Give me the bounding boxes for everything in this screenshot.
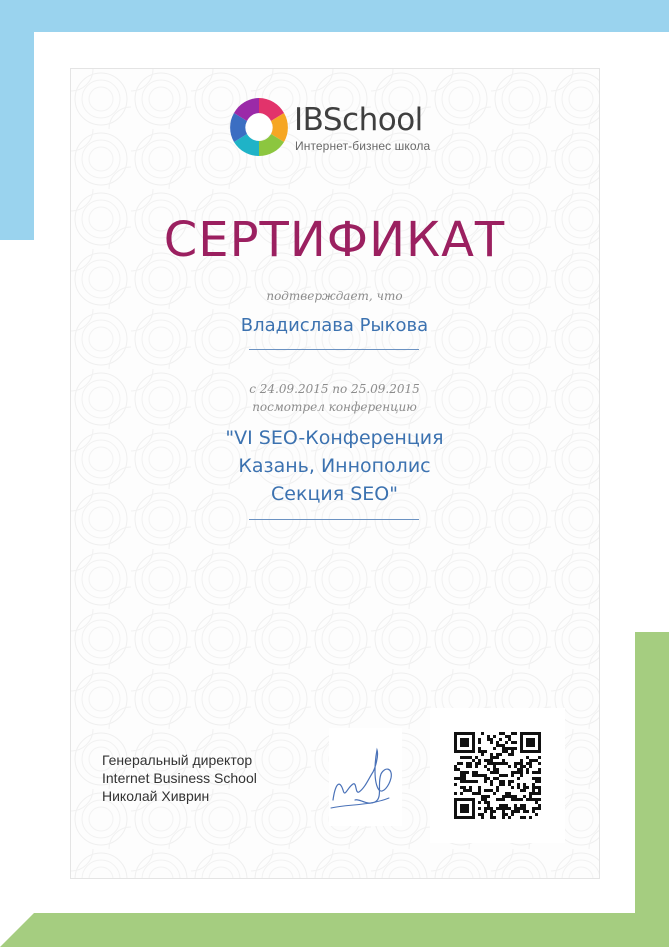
event-title-line: Казань, Иннополис bbox=[238, 455, 431, 477]
event-title-line: "VI SEO-Конференция bbox=[225, 427, 444, 449]
recipient-name: Владислава Рыкова bbox=[240, 315, 429, 336]
logo-tagline: Интернет-бизнес школа bbox=[295, 139, 431, 153]
signature-area bbox=[329, 728, 402, 826]
action-text: посмотрел конференцию bbox=[252, 400, 417, 414]
signer-position: Генеральный директор bbox=[102, 752, 253, 768]
logo-wordmark: IBSchool bbox=[294, 102, 423, 138]
signer-block bbox=[102, 751, 257, 805]
recipient-underline bbox=[249, 349, 419, 350]
event-title bbox=[0, 424, 669, 508]
confirm-text: подтверждает, что bbox=[266, 289, 403, 303]
event-title-line: Секция SEO" bbox=[271, 483, 398, 505]
qr-code-icon bbox=[454, 732, 541, 819]
event-dates: с 24.09.2015 по 25.09.2015 bbox=[249, 382, 420, 396]
signer-organization: Internet Business School bbox=[102, 770, 257, 786]
event-underline bbox=[249, 519, 419, 520]
certificate-title: СЕРТИФИКАТ bbox=[163, 212, 506, 268]
signature-icon bbox=[329, 728, 402, 826]
signer-name: Николай Хиврин bbox=[102, 788, 210, 804]
